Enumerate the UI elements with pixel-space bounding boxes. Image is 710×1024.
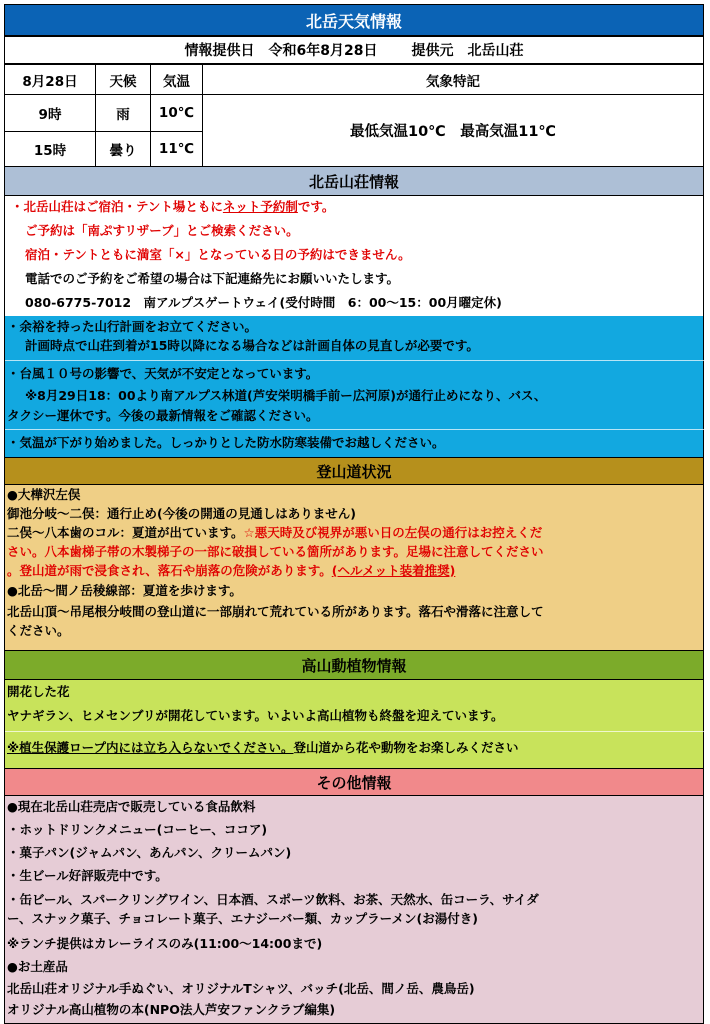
hut-phone-line: 電話でのご予約をご希望の場合は下記連絡先にお願いいたします。 <box>25 271 400 286</box>
other-line: 北岳山荘オリジナル手ぬぐい、オリジナルTシャツ、バッチ(北岳、間ノ岳、農鳥岳) <box>7 981 475 996</box>
trail-line: さい。八本歯梯子帯の木製梯子の一部に破損している箇所があります。足場に注意してください <box>7 544 544 559</box>
notice-section <box>4 316 704 458</box>
other-line: ー、スナック菓子、チョコレート菓子、エナジーバー類、カップラーメン(お湯付き) <box>7 911 478 926</box>
hut-reservation-line: ・北岳山荘はご宿泊・テント場ともにネット予約制です。 <box>11 199 335 214</box>
trail-line: ください。 <box>7 623 70 638</box>
provided-date: 令和6年8月28日 <box>268 43 378 59</box>
notice-line: 計画時点で山荘到着が15時以降になる場合などは計画自体の見直しが必要です。 <box>25 338 479 353</box>
weather-row-time: 9時 <box>4 94 96 132</box>
plants-section-header: 高山動植物情報 <box>4 650 704 680</box>
other-line: ●お土産品 <box>7 959 68 974</box>
trail-line: 。登山道が雨で浸食され、落石や崩落の危険があります。(ヘルメット装着推奨) <box>7 563 456 578</box>
weather-row-weather: 雨 <box>95 94 151 132</box>
plants-line: ※植生保護ロープ内には立ち入らないでください。登山道から花や動物をお楽しみください <box>7 740 519 755</box>
weather-header-weather: 天候 <box>95 64 151 95</box>
weather-note: 最低気温10℃ 最高気温11℃ <box>202 94 704 167</box>
other-line: ・生ビール好評販売中です。 <box>7 868 168 883</box>
weather-row-time: 15時 <box>4 131 96 167</box>
plants-section <box>4 680 704 768</box>
weather-row-weather: 曇り <box>95 131 151 167</box>
other-line: ※ランチ提供はカレーライスのみ(11:00～14:00まで) <box>7 936 323 951</box>
provider-name: 北岳山荘 <box>467 43 524 59</box>
other-line: ●現在北岳山荘売店で販売している食品飲料 <box>7 799 256 814</box>
weather-header-note: 気象特記 <box>202 64 704 95</box>
notice-line: タクシー運休です。今後の最新情報をご確認ください。 <box>7 408 319 423</box>
hut-contact-line: 080-6775-7012 南アルプスゲートウェイ(受付時間 6：00～15：00月曜定休) <box>25 295 502 310</box>
provider-label: 提供元 <box>411 43 454 59</box>
other-line: ・缶ビール、スパークリングワイン、日本酒、スポーツ飲料、お茶、天然水、缶コーラ、サイダ <box>7 892 539 907</box>
hut-full-line: 宿泊・テントともに満室「×」となっている日の予約はできません。 <box>25 247 411 262</box>
info-row <box>4 36 704 64</box>
notice-line: ・余裕を持った山行計画をお立てください。 <box>7 319 258 334</box>
page-title: 北岳天気情報 <box>4 4 704 36</box>
weather-row-temp: 10℃ <box>150 94 203 132</box>
plants-line: ヤナギラン、ヒメセンブリが開花しています。いよいよ高山植物も終盤を迎えています。 <box>7 708 504 723</box>
net-reservation-text: ネット予約制 <box>222 199 298 214</box>
trail-line: ●大樺沢左俣 <box>7 487 81 502</box>
hut-section-header: 北岳山荘情報 <box>4 166 704 196</box>
other-line: ・菓子パン(ジャムパン、あんパン、クリームパン) <box>7 845 292 860</box>
other-section-header: その他情報 <box>4 768 704 796</box>
other-line: ・ホットドリンクメニュー(コーヒー、ココア) <box>7 822 268 837</box>
trail-line: 御池分岐～二俣：通行止め(今後の開通の見通しはありません) <box>7 506 356 521</box>
other-line: オリジナル高山植物の本(NPO法人芦安ファンクラブ編集) <box>7 1002 336 1017</box>
trail-line: 北岳山頂～吊尾根分岐間の登山道に一部崩れて荒れている所があります。落石や滑落に注意して <box>7 604 544 619</box>
trail-section <box>4 485 704 650</box>
hut-search-line: ご予約は「南ぷすリザーブ」とご検索ください。 <box>25 223 299 238</box>
trail-section-header: 登山道状況 <box>4 457 704 485</box>
weather-row-temp: 11℃ <box>150 131 203 167</box>
other-section <box>4 796 704 1024</box>
notice-line: ※8月29日18：00より南アルプス林道(芦安栄明橋手前ー広河原)が通行止めになり、バス、 <box>25 388 547 403</box>
hut-reservation-section <box>4 196 704 316</box>
weather-header-date: 8月28日 <box>4 64 96 95</box>
notice-line: ・気温が下がり始めました。しっかりとした防水防寒装備でお越しください。 <box>7 435 445 450</box>
plants-line: 開花した花 <box>7 684 70 699</box>
notice-line: ・台風１０号の影響で、天気が不安定となっています。 <box>7 366 319 381</box>
trail-line: 二俣～八本歯のコル：夏道が出ています。☆悪天時及び視界が悪い日の左俣の通行はお控えくだ <box>7 525 543 540</box>
weather-header-temp: 気温 <box>150 64 203 95</box>
trail-line: ●北岳～間ノ岳稜線部：夏道を歩けます。 <box>7 583 242 598</box>
weather-info-document <box>4 4 704 1024</box>
provided-label: 情報提供日 <box>184 43 255 59</box>
